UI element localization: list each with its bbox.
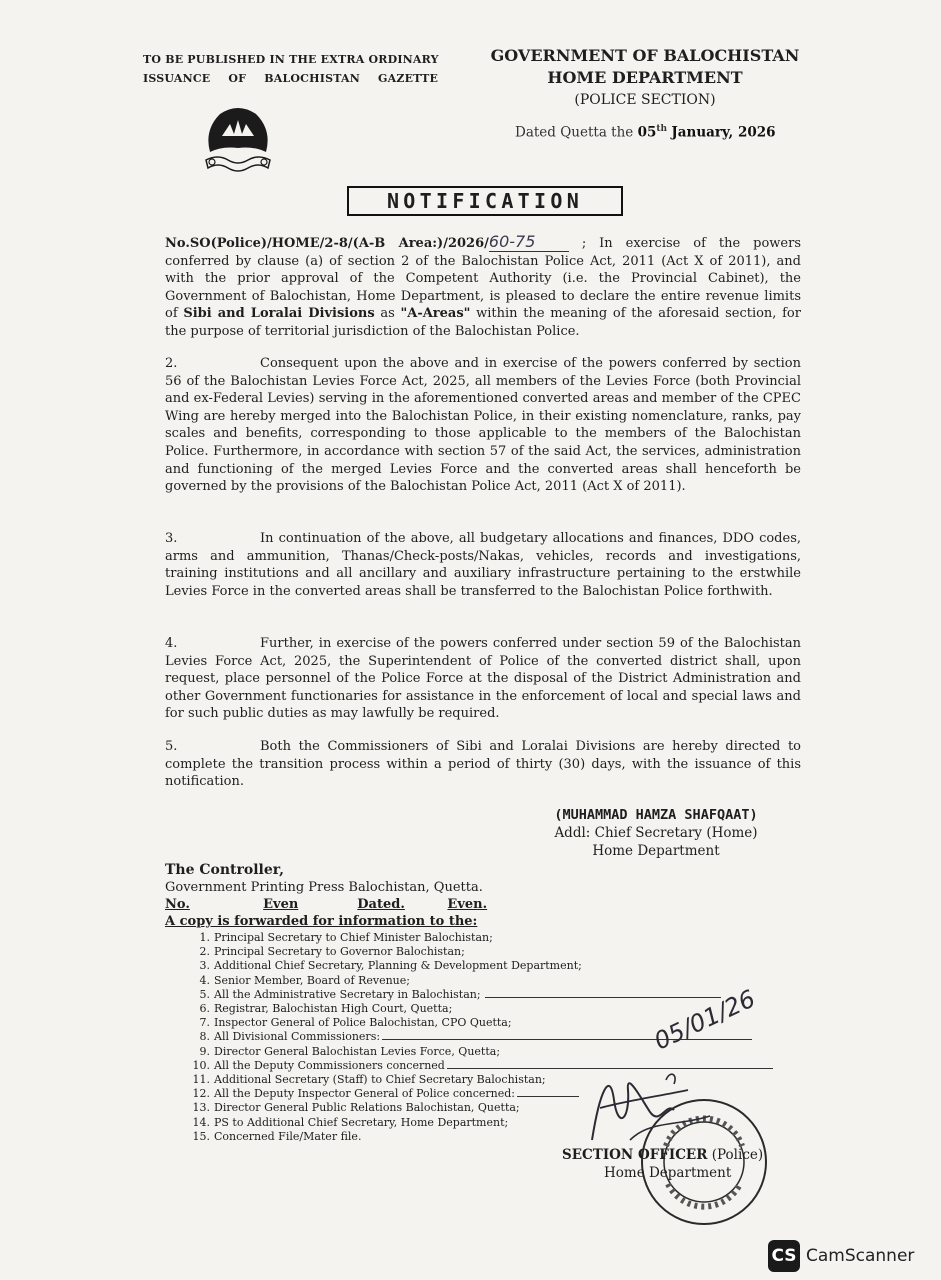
forward-heading: A copy is forwarded for information to the: <box>165 914 478 929</box>
list-item: 1. Principal Secretary to Chief Minister Balochistan; <box>199 931 493 944</box>
section-officer-block <box>562 1146 763 1182</box>
section-officer-title: SECTION OFFICER <box>562 1147 708 1163</box>
list-item: 14. PS to Additional Chief Secretary, Home Department; <box>192 1115 509 1129</box>
paragraph-1-divisions: Sibi and Loralai Divisions <box>183 306 375 322</box>
signatory-block <box>511 806 801 860</box>
paragraph-1-a-areas: "A-Areas" <box>400 306 471 322</box>
list-item: 3. Additional Chief Secretary, Planning & Development Department; <box>199 959 582 973</box>
signatory-department: Home Department <box>592 843 720 859</box>
section-officer-wing: (Police) <box>711 1147 764 1163</box>
controller-even-2: Even. <box>447 897 488 912</box>
paragraph-2-text: Consequent upon the above and in exercise of the powers conferred by section 56 of the Balochistan Levies Force Act, 2025, all members of the Levies Force (both Provincial and ex-Federal Levies) serving in the aforementioned converted areas and member of the CPEC Wing are hereby merged into the Balochistan Police, in their existing nomenclature, ranks, pay scales and benefits, corresponding to those applicable to the members of the Balochistan Police. Furthermore, in accordance with section 57 of the said Act, the services, administration and functioning of the merged Levies Force and the converted areas shall henceforth be governed by the provisions of the Balochistan Police Act, 2011 (Act X of 2011). <box>165 356 801 495</box>
paragraph-1-text-b: as <box>380 306 395 322</box>
department-name: HOME DEPARTMENT <box>547 68 743 87</box>
list-item: 5. All the Administrative Secretary in Balochistan; <box>186 988 773 1002</box>
list-item: 10. All the Deputy Commissioners concerned <box>186 1059 773 1073</box>
controller-dated: Dated. <box>357 897 405 912</box>
paragraph-5-text: Both the Commissioners of Sibi and Loralai Divisions are hereby directed to complete the transition process within a period of thirty (30) days, with the issuance of this notification. <box>165 739 801 790</box>
balochistan-emblem-icon <box>198 100 278 180</box>
notification-title: NOTIFICATION <box>347 186 623 216</box>
government-header <box>480 45 810 111</box>
list-item: 12. All the Deputy Inspector General of Police concerned: <box>186 1087 773 1101</box>
government-name: GOVERNMENT OF BALOCHISTAN <box>490 46 800 65</box>
paragraph-1-text-c: within the meaning of the aforesaid section, for the purpose of territorial jurisdiction of the Balochistan Police. <box>165 306 801 339</box>
list-item: 13. Director General Public Relations Balochistan, Quetta; <box>192 1101 520 1115</box>
paragraph-2 <box>165 355 801 496</box>
reference-number: No.SO(Police)/HOME/2-8/(A-B Area:)/2026/ <box>165 236 489 251</box>
controller-no: No. <box>165 897 190 912</box>
paragraph-1-text-a: ; In exercise of the powers conferred by clause (a) of section 2 of the Balochistan Police Act, 2011 (Act X of 2011), and with the prior approval of the Competent Authority (i.e. the Provincial Cabinet), the Government of Balochistan, Home Department, is pleased to declare the entire revenue limits of <box>165 236 801 322</box>
gazette-line-2: ISSUANCE OF BALOCHISTAN GAZETTE <box>143 72 439 85</box>
section-name: (POLICE SECTION) <box>574 92 716 108</box>
paragraph-4-text: Further, in exercise of the powers conferred under section 59 of the Balochistan Levies Force Act, 2025, the Superintendent of Police of the converted district shall, upon request, place personnel of the Police Force at the disposal of the District Administration and other Government functionaries for assistance in the enforcement of local and special laws and for such public duties as may lawfully be required. <box>165 636 801 722</box>
list-item: 2. Principal Secretary to Governor Balochistan; <box>199 945 465 959</box>
controller-block <box>165 862 487 913</box>
controller-even-1: Even <box>263 897 299 912</box>
paragraph-4 <box>165 635 801 723</box>
controller-ref-line <box>165 896 487 913</box>
dated-day: 05 <box>637 124 657 141</box>
paragraph-5 <box>165 738 801 791</box>
dated-prefix: Dated Quetta the <box>515 124 634 141</box>
signatory-name: (MUHAMMAD HAMZA SHAFQAAT) <box>554 807 758 823</box>
handwritten-reference: 60-75 <box>489 233 569 252</box>
dated-line <box>515 124 776 141</box>
list-item: 4. Senior Member, Board of Revenue; <box>199 973 410 987</box>
paragraph-1 <box>165 233 801 341</box>
paragraph-4-number: 4. <box>165 636 178 651</box>
camscanner-watermark <box>768 1240 914 1272</box>
dated-sup: th <box>656 124 668 134</box>
dated-rest: January, 2026 <box>671 124 776 141</box>
controller-title: The Controller, <box>165 862 284 878</box>
paragraph-5-number: 5. <box>165 739 178 754</box>
signatory-designation: Addl: Chief Secretary (Home) <box>554 825 758 841</box>
section-officer-dept: Home Department <box>604 1165 732 1181</box>
paragraph-3-number: 3. <box>165 531 178 546</box>
list-item: 7. Inspector General of Police Balochistan, CPO Quetta; <box>199 1016 512 1030</box>
gazette-note <box>143 50 439 88</box>
list-item: 9. Director General Balochistan Levies Force, Quetta; <box>199 1044 501 1058</box>
paragraph-3-text: In continuation of the above, all budgetary allocations and finances, DDO codes, arms and ammunition, Thanas/Check-posts/Nakas, vehicles, records and investigations, training institutions and all ancillary and auxiliary infrastructure pertaining to the erstwhile Levies Force in the converted areas shall be transferred to the Balochistan Police forthwith. <box>165 531 801 599</box>
controller-org: Government Printing Press Balochistan, Quetta. <box>165 880 483 895</box>
handwritten-date: 05/01/26 <box>650 984 760 1056</box>
list-item: 6. Registrar, Balochistan High Court, Quetta; <box>199 1002 453 1016</box>
list-item: 15. Concerned File/Mater file. <box>192 1129 362 1143</box>
list-item: 11. Additional Secretary (Staff) to Chief Secretary Balochistan; <box>192 1073 546 1087</box>
paragraph-2-number: 2. <box>165 356 178 371</box>
camscanner-label: CamScanner <box>806 1246 915 1266</box>
gazette-line-1: TO BE PUBLISHED IN THE EXTRA ORDINARY <box>143 53 439 66</box>
camscanner-logo-icon: CS <box>768 1240 800 1272</box>
paragraph-3 <box>165 530 801 600</box>
list-item: 8. All Divisional Commissioners: <box>186 1030 773 1044</box>
